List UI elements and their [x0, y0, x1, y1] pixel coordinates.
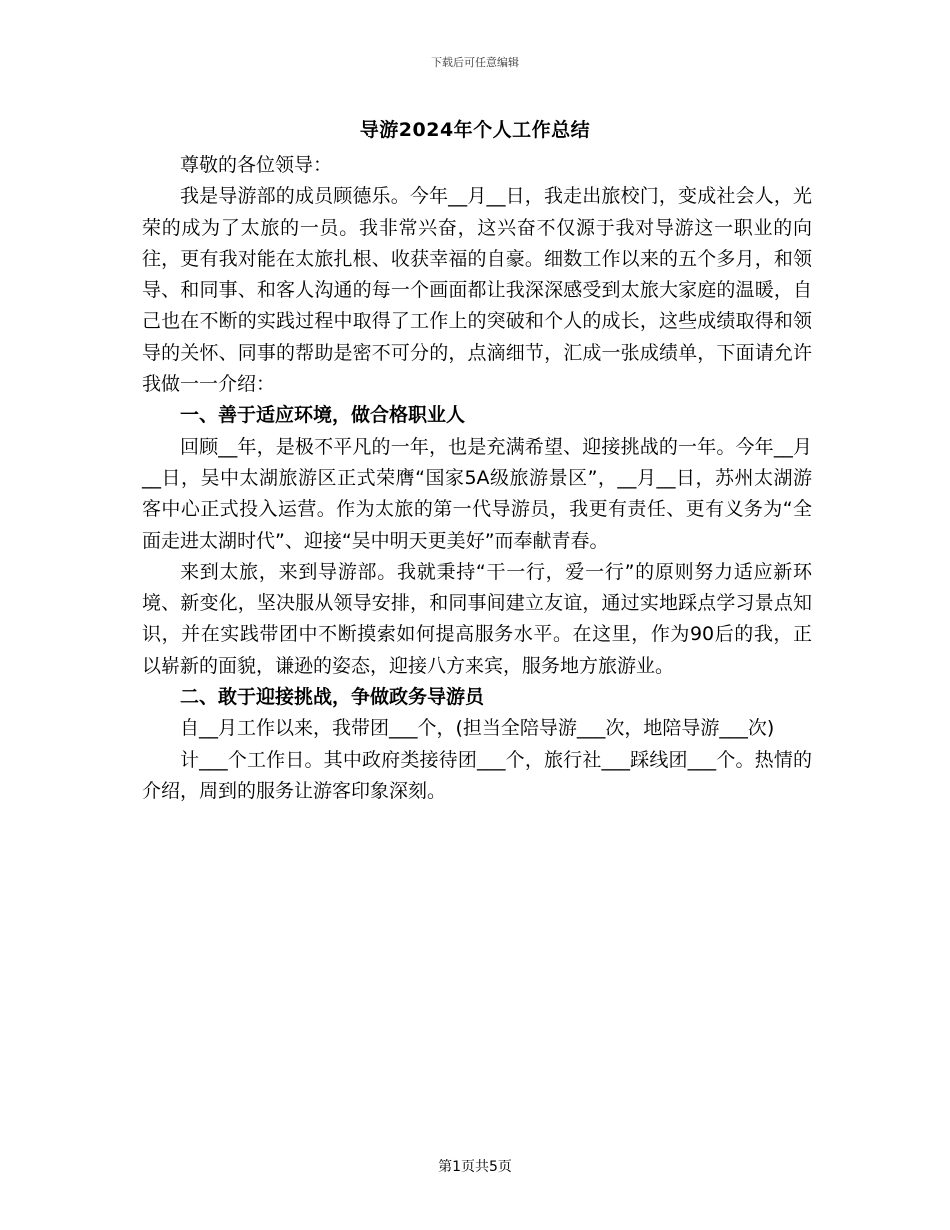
- paragraph-1: 回顾__年，是极不平凡的一年，也是充满希望、迎接挑战的一年。今年__月__日，吴中太湖旅游区正式荣膺“国家5A级旅游景区”，__月__日，苏州太湖游客中心正式投入运营。作为太旅的第一代导游员，我更有责任、更有义务为“全面走进太湖时代”、迎接“吴中明天更美好”而奉献青春。: [142, 435, 812, 552]
- section-heading-1: 一、善于适应环境，做合格职业人: [180, 404, 466, 427]
- paragraph-intro: 我是导游部的成员顾德乐。今年__月__日，我走出旅校门，变成社会人，光荣的成为了太旅的一员。我非常兴奋，这兴奋不仅源于我对导游这一职业的向往，更有我对能在太旅扎根、收获幸福的自豪。细数工作以来的五个多月，和领导、和同事、和客人沟通的每一个画面都让我深深感受到太旅大家庭的温暖，自己也在不断的实践过程中取得了工作上的突破和个人的成长，这些成绩取得和领导的关怀、同事的帮助是密不可分的，点滴细节，汇成一张成绩单，下面请允许我做一一介绍：: [142, 185, 812, 396]
- section-heading-2: 二、敢于迎接挑战，争做政务导游员: [180, 686, 485, 709]
- page-footer: 第1页共5页: [438, 1159, 512, 1175]
- document-body: [142, 150, 812, 807]
- header-note: 下载后可任意编辑: [431, 56, 519, 69]
- document-title: 导游2024年个人工作总结: [359, 119, 591, 141]
- paragraph-3: 自__月工作以来，我带团___个，(担当全陪导游___次，地陪导游___次): [180, 717, 775, 740]
- paragraph-2: 来到太旅，来到导游部。我就秉持“干一行，爱一行”的原则努力适应新环境、新变化，坚决服从领导安排，和同事间建立友谊，通过实地踩点学习景点知识，并在实践带团中不断摸索如何提高服务水平。在这里，作为90后的我，正以崭新的面貌，谦逊的姿态，迎接八方来宾，服务地方旅游业。: [142, 560, 812, 677]
- paragraph-4: 计___个工作日。其中政府类接待团___个，旅行社___踩线团___个。热情的介绍，周到的服务让游客印象深刻。: [142, 748, 812, 802]
- salutation: 尊敬的各位领导：: [180, 154, 333, 176]
